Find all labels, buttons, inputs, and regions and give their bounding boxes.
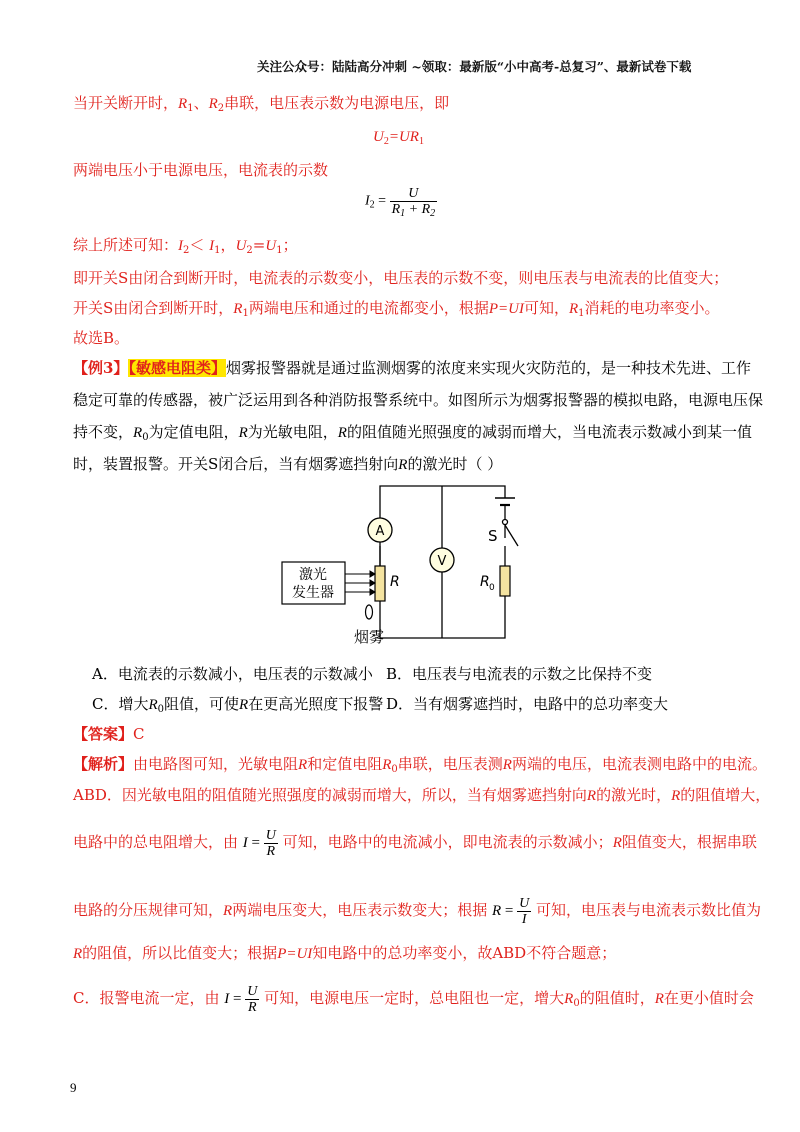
svg-text:V: V: [437, 554, 447, 569]
laser-generator-icon: [282, 562, 345, 604]
option-b: B．电压表与电流表的示数之比保持不变: [386, 665, 653, 683]
prev-choose: 故选B。: [73, 329, 130, 347]
page-number: 9: [70, 1080, 77, 1095]
laser-beam-arrows: [345, 571, 375, 595]
switch-label: S: [488, 527, 498, 545]
fixed-resistor-icon: [480, 566, 510, 596]
analysis-line-6: C．报警电流一定，由 I = $\frac{U}{R}$ 可知，电源电压一定时，总电阻也一定，增大$R_0$的阻值时，R在更小值时会: [73, 984, 754, 1015]
svg-text:激光: 激光: [299, 567, 327, 583]
smoke-icon: [366, 605, 373, 619]
equation-i2: $I_2$ = $\frac{U}{R_1 + R_2}$: [365, 186, 436, 219]
circuit-diagram: [270, 478, 550, 648]
example-line-1: 【例3】【敏感电阻类】烟雾报警器就是通过监测烟雾的浓度来实现火灾防范的，是一种技术先进、工作: [73, 359, 751, 377]
option-a: A．电流表的示数减小，电压表的示数减小: [92, 665, 373, 683]
fraction-u-over-r1-r2: $\frac{U}{R_1 + R_2}$: [391, 186, 436, 219]
option-c: C．增大$R_0$阻值，可使R在更高光照度下报警: [92, 695, 384, 715]
equation-u2: $U_2=UR_1$: [373, 129, 424, 147]
prev-line-b: 开关S由闭合到断开时，$R_1$两端电压和通过的电流都变小，根据P=UI可知，$R_1$消耗的电功率变小。: [73, 299, 720, 319]
example-line-4: 时，装置报警。开关S闭合后，当有烟雾遮挡射向R的激光时（ ）: [73, 455, 503, 473]
answer: 【答案】C: [73, 725, 145, 743]
svg-text:发生器: 发生器: [292, 585, 334, 601]
voltmeter-icon: [430, 548, 454, 572]
analysis-line-2: ABD．因光敏电阻的阻值随光照强度的减弱而增大，所以，当有烟雾遮挡射向R的激光时，R的阻值增大，: [73, 786, 771, 804]
ammeter-icon: [368, 518, 392, 542]
analysis-line-3: 电路中的总电阻增大，由 I = $\frac{U}{R}$ 可知，电路中的电流减小，即电流表的示数减小；R阻值变大，根据串联: [73, 828, 757, 859]
svg-text:0: 0: [489, 583, 495, 593]
photoresistor-icon: [375, 546, 400, 620]
page-header: 关注公众号：陆陆高分冲刺 ~领取：最新版“小中高考-总复习”、最新试卷下载: [257, 59, 692, 74]
prev-line-a: 即开关S由闭合到断开时，电流表的示数变小，电压表的示数不变，则电压表与电流表的比值变大；: [73, 269, 729, 287]
analysis-line-5: R的阻值，所以比值变大；根据P=UI知电路中的总功率变小，故ABD不符合题意；: [73, 944, 617, 962]
svg-text:R: R: [390, 574, 400, 590]
svg-text:A: A: [375, 524, 385, 539]
prev-summary: 综上所述可知：$I_2< I_1$，$U_2=U_1$；: [73, 236, 298, 256]
tag-sensitive-resistor: 【敏感电阻类】: [128, 359, 226, 377]
smoke-label: 烟雾: [353, 628, 385, 646]
example-line-3: 持不变，$R_0$为定值电阻，R为光敏电阻，R的阻值随光照强度的减弱而增大，当电流表示数减小到某一值: [73, 423, 752, 443]
prev-line-2: 两端电压小于电源电压，电流表的示数: [73, 161, 329, 179]
prev-line-1: 当开关断开时，$R_1$、$R_2$串联，电压表示数为电源电压，即: [73, 94, 450, 114]
example-line-2: 稳定可靠的传感器，被广泛运用到各种消防报警系统中。如图所示为烟雾报警器的模拟电路，电源电压保: [73, 391, 764, 409]
option-d: D．当有烟雾遮挡时，电路中的总功率变大: [386, 695, 669, 713]
analysis-line-1: 【解析】由电路图可知，光敏电阻R和定值电阻$R_0$串联，电压表测R两端的电压，电流表测电路中的电流。: [73, 755, 767, 775]
analysis-line-4: 电路的分压规律可知，R两端电压变大，电压表示数变大；根据 R = $\frac{U}{I}$ 可知，电压表与电流表示数比值为: [73, 896, 762, 927]
svg-text:R: R: [480, 574, 490, 590]
